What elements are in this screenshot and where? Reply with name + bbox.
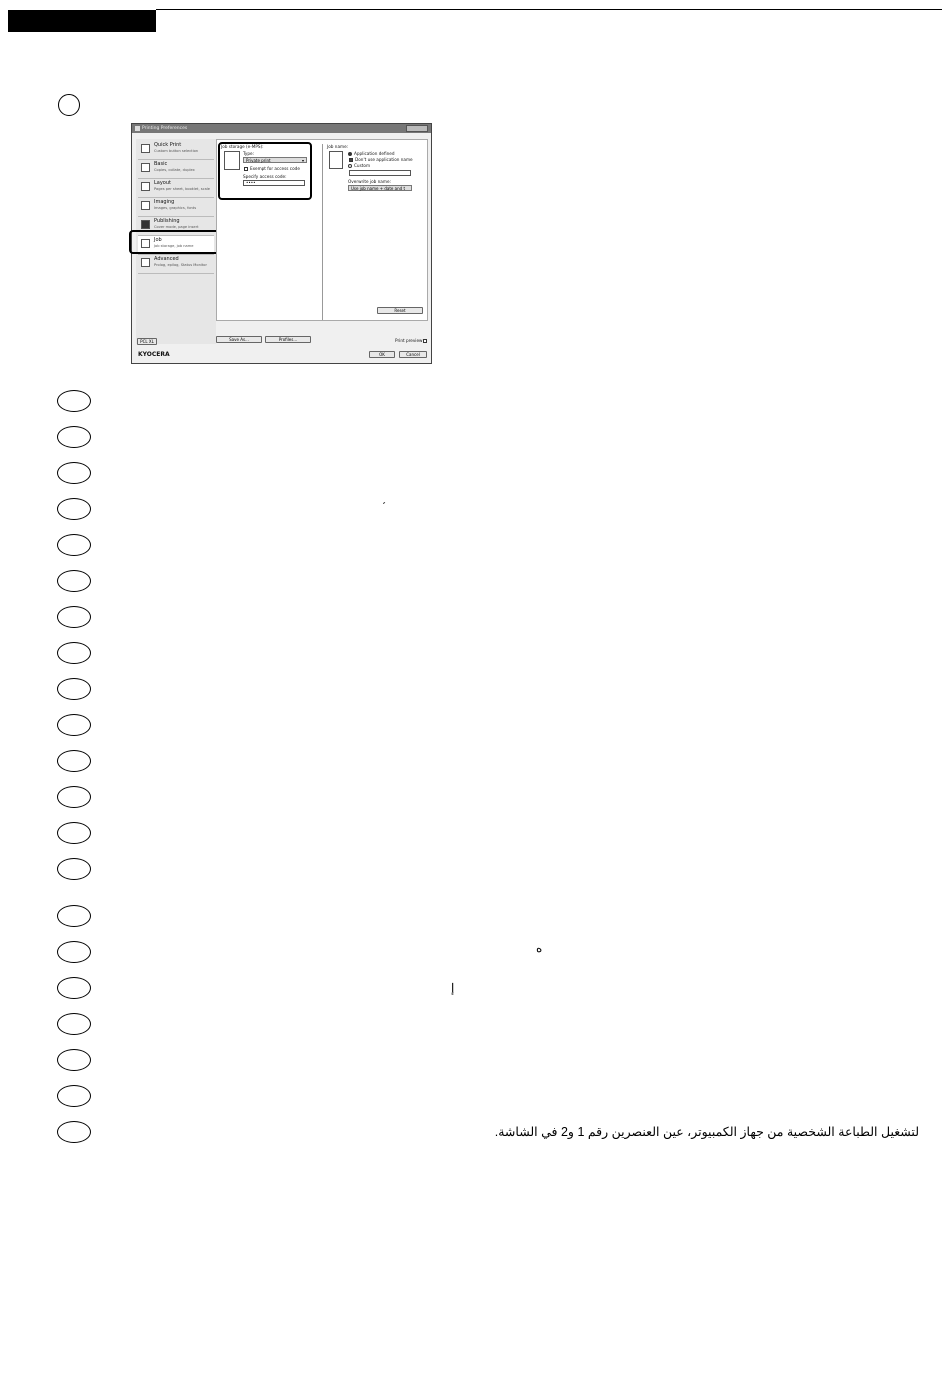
step-marker — [57, 1049, 91, 1071]
nav-label: Layout — [154, 180, 171, 186]
profiles-button[interactable] — [265, 336, 311, 343]
nav-desc: Prolog, epilog, Status Monitor — [154, 263, 207, 267]
nav-item-quick-print[interactable] — [138, 141, 214, 160]
nav-label: Quick Print — [154, 142, 182, 148]
step-marker — [57, 678, 91, 700]
close-button[interactable] — [406, 125, 428, 132]
step-marker — [57, 390, 91, 412]
publishing-icon — [141, 220, 150, 229]
pcl-xl-button[interactable] — [137, 338, 157, 345]
job-storage-heading: Job storage (e-MPS): — [221, 144, 264, 149]
layout-icon — [141, 182, 150, 191]
reset-label: Reset — [394, 308, 406, 313]
nav-desc: Copies, collate, duplex — [154, 168, 195, 172]
header-black-bar — [8, 10, 156, 32]
step-marker — [57, 977, 91, 999]
step-marker — [57, 1121, 91, 1143]
nav-desc: Images, graphics, fonts — [154, 206, 197, 210]
radio-application-defined[interactable] — [348, 152, 352, 156]
step-marker — [57, 462, 91, 484]
nav-label: Imaging — [154, 199, 175, 205]
dialog-title: Printing Preferences — [142, 126, 188, 131]
nav-item-advanced[interactable] — [138, 255, 214, 274]
printing-preferences-screenshot — [131, 123, 432, 364]
step-marker — [57, 1013, 91, 1035]
custom-label: Custom — [354, 163, 371, 168]
pcl-label: PCL XL — [140, 339, 154, 344]
nav-label: Publishing — [154, 218, 180, 224]
nav-desc: Custom button selection — [154, 149, 199, 153]
printer-icon — [135, 126, 140, 131]
nav-item-basic[interactable] — [138, 160, 214, 179]
job-name-heading: Job name: — [327, 144, 349, 149]
step-marker — [57, 642, 91, 664]
step-marker — [57, 750, 91, 772]
advanced-icon — [141, 258, 150, 267]
step-marker — [57, 905, 91, 927]
overwrite-label: Overwrite job name: — [348, 179, 391, 184]
panel-separator — [322, 144, 323, 320]
ok-button[interactable] — [369, 351, 395, 358]
nav-label: Basic — [154, 161, 168, 167]
nav-desc: Job storage, job name — [154, 244, 194, 248]
job-highlight-frame — [129, 230, 220, 254]
step-marker — [57, 858, 91, 880]
type-label: Type: — [243, 151, 255, 156]
basic-icon — [141, 163, 150, 172]
step-marker-main — [58, 94, 80, 116]
dont-use-app-name-checkbox[interactable] — [349, 158, 353, 162]
access-code-label: Specify access code: — [243, 174, 287, 179]
type-select-value: Private print — [246, 158, 271, 163]
cancel-button[interactable] — [399, 351, 427, 358]
imaging-icon — [141, 201, 150, 210]
ok-label: OK — [379, 352, 385, 357]
exempt-label: Exempt for access code — [250, 166, 300, 171]
access-code-value: •••• — [246, 180, 256, 185]
overwrite-select[interactable] — [348, 185, 412, 191]
nav-item-layout[interactable] — [138, 179, 214, 198]
application-defined-label: Application defined — [354, 151, 395, 156]
dont-use-app-name-label: Don't use application name — [355, 157, 413, 162]
step-marker — [57, 498, 91, 520]
stray-mark: ˊ — [382, 500, 386, 514]
profiles-label: Profiles... — [278, 337, 298, 342]
step-marker — [57, 570, 91, 592]
print-preview-checkbox[interactable] — [423, 339, 427, 343]
nav-desc: Cover mode, page insert — [154, 225, 199, 229]
step-marker — [57, 426, 91, 448]
cancel-label: Cancel — [406, 352, 420, 357]
radio-custom[interactable] — [348, 164, 352, 168]
arabic-instruction: لتشغيل الطباعة الشخصية من جهاز الكمبيوتر، عين العنصرين رقم 1 و2 في الشاشة. — [494, 1125, 919, 1139]
step-marker — [57, 941, 91, 963]
save-as-button[interactable] — [216, 336, 262, 343]
custom-name-field[interactable] — [349, 170, 411, 176]
header-rule — [156, 9, 942, 10]
nav-item-imaging[interactable] — [138, 198, 214, 217]
dialog-title-bar — [132, 124, 431, 133]
nav-label: Advanced — [154, 256, 179, 262]
step-marker — [57, 534, 91, 556]
nav-label: Job — [154, 237, 162, 243]
stray-mark: ﺇ — [451, 981, 455, 995]
chevron-down-icon: ▾ — [301, 158, 304, 163]
nav-desc: Pages per sheet, booklet, scale — [154, 187, 211, 191]
step-marker — [57, 822, 91, 844]
print-preview-label: Print preview — [395, 338, 423, 343]
step-marker — [57, 1085, 91, 1107]
overwrite-select-value: Use job name + date and t — [351, 186, 406, 191]
step-marker — [57, 714, 91, 736]
job-storage-highlight-frame — [218, 142, 312, 200]
job-name-icon — [329, 151, 343, 169]
reset-button[interactable] — [377, 307, 423, 314]
stray-mark: ﻩ — [536, 941, 543, 955]
step-marker — [57, 606, 91, 628]
save-as-label: Save As... — [229, 337, 249, 342]
step-marker — [57, 786, 91, 808]
kyocera-logo: KYOCERA — [138, 351, 170, 358]
quick-print-icon — [141, 144, 150, 153]
